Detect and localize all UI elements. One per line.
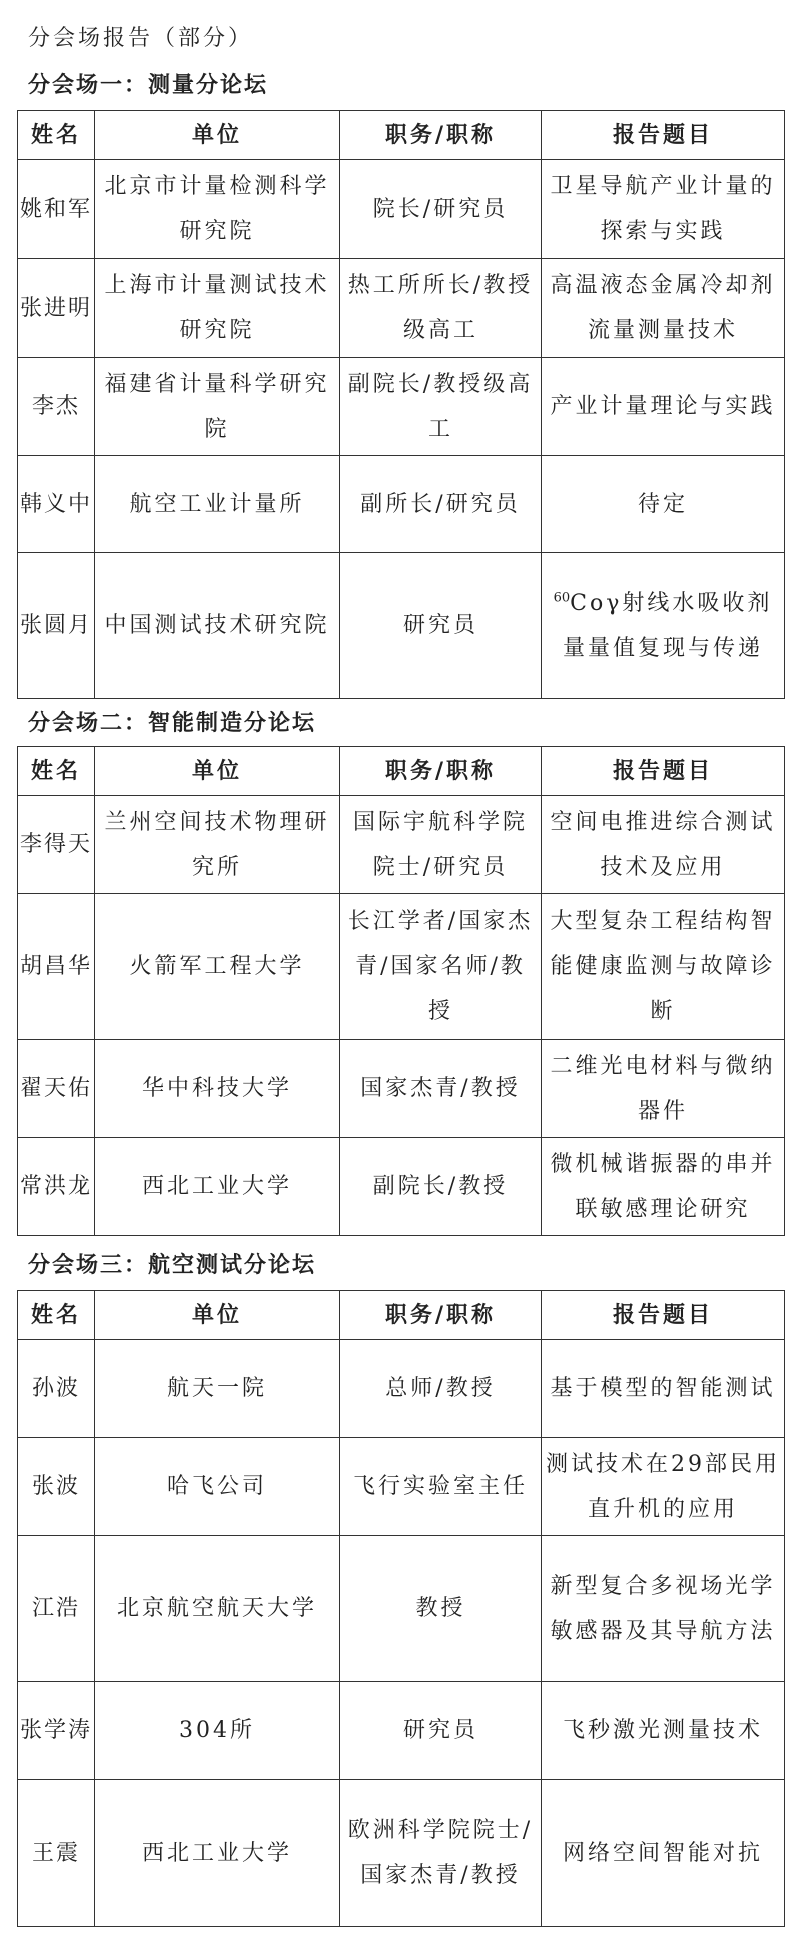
- cell-unit: 福建省计量科学研究院: [95, 358, 340, 456]
- cell-topic: 二维光电材料与微纳器件: [542, 1040, 785, 1138]
- table-row: [18, 160, 785, 259]
- cell-topic: 产业计量理论与实践: [542, 358, 785, 456]
- cell-position: 飞行实验室主任: [340, 1438, 542, 1536]
- header-topic: 报告题目: [542, 111, 785, 160]
- cell-name: 胡昌华: [18, 894, 95, 1040]
- cell-unit: 304所: [95, 1682, 340, 1780]
- cell-unit: 哈飞公司: [95, 1438, 340, 1536]
- cell-position: 副院长/教授级高工: [340, 358, 542, 456]
- header-topic: 报告题目: [542, 747, 785, 796]
- cell-topic: 基于模型的智能测试: [542, 1340, 785, 1438]
- cell-position: 欧洲科学院院士/国家杰青/教授: [340, 1780, 542, 1927]
- cell-position: 总师/教授: [340, 1340, 542, 1438]
- cell-topic: 网络空间智能对抗: [542, 1780, 785, 1927]
- cell-unit: 上海市计量测试技术研究院: [95, 259, 340, 358]
- section-title-aviation-testing: 分会场三：航空测试分论坛: [28, 1252, 317, 1278]
- cell-position: 国家杰青/教授: [340, 1040, 542, 1138]
- table-row: [18, 1040, 785, 1138]
- cell-name: 张波: [18, 1438, 95, 1536]
- cell-name: 李得天: [18, 796, 95, 894]
- cell-unit: 航空工业计量所: [95, 456, 340, 553]
- table-row: [18, 1780, 785, 1927]
- header-unit: 单位: [95, 111, 340, 160]
- cell-name: 韩义中: [18, 456, 95, 553]
- cell-position: 研究员: [340, 553, 542, 699]
- header-position: 职务/职称: [340, 111, 542, 160]
- cell-topic: 空间电推进综合测试技术及应用: [542, 796, 785, 894]
- header-name: 姓名: [18, 1291, 95, 1340]
- table-row: [18, 358, 785, 456]
- cell-topic: 新型复合多视场光学敏感器及其导航方法: [542, 1536, 785, 1682]
- header-unit: 单位: [95, 747, 340, 796]
- cell-topic: 高温液态金属冷却剂流量测量技术: [542, 259, 785, 358]
- cell-topic: 测试技术在29部民用直升机的应用: [542, 1438, 785, 1536]
- header-unit: 单位: [95, 1291, 340, 1340]
- cell-name: 李杰: [18, 358, 95, 456]
- cell-name: 孙波: [18, 1340, 95, 1438]
- header-position: 职务/职称: [340, 1291, 542, 1340]
- cell-unit: 北京市计量检测科学研究院: [95, 160, 340, 259]
- table-header-row: [18, 1291, 785, 1340]
- cell-unit: 兰州空间技术物理研究所: [95, 796, 340, 894]
- cell-topic: 大型复杂工程结构智能健康监测与故障诊断: [542, 894, 785, 1040]
- cell-position: 热工所所长/教授级高工: [340, 259, 542, 358]
- cell-unit: 北京航空航天大学: [95, 1536, 340, 1682]
- isotope-superscript: 60: [553, 590, 571, 606]
- table-smart-manufacturing-forum: [17, 746, 785, 1236]
- table-measurement-forum: [17, 110, 785, 699]
- cell-unit: 西北工业大学: [95, 1780, 340, 1927]
- cell-name: 王震: [18, 1780, 95, 1927]
- table-row: [18, 1340, 785, 1438]
- cell-unit: 航天一院: [95, 1340, 340, 1438]
- table-row: [18, 1138, 785, 1236]
- cell-unit: 西北工业大学: [95, 1138, 340, 1236]
- table-row: [18, 1438, 785, 1536]
- cell-topic: 卫星导航产业计量的探索与实践: [542, 160, 785, 259]
- section-title-measurement: 分会场一：测量分论坛: [28, 72, 269, 98]
- table-row: [18, 1682, 785, 1780]
- topic-text: Coγ射线水吸收剂量量值复现与传递: [562, 590, 773, 661]
- table-row: [18, 553, 785, 699]
- cell-position: 国际宇航科学院院士/研究员: [340, 796, 542, 894]
- header-position: 职务/职称: [340, 747, 542, 796]
- cell-position: 长江学者/国家杰青/国家名师/教授: [340, 894, 542, 1040]
- table-row: [18, 894, 785, 1040]
- table-row: [18, 1536, 785, 1682]
- header-topic: 报告题目: [542, 1291, 785, 1340]
- cell-unit: 火箭军工程大学: [95, 894, 340, 1040]
- table-aviation-testing-forum: [17, 1290, 785, 1927]
- table-header-row: [18, 747, 785, 796]
- cell-name: 姚和军: [18, 160, 95, 259]
- cell-position: 副所长/研究员: [340, 456, 542, 553]
- cell-name: 张进明: [18, 259, 95, 358]
- document-title: 分会场报告（部分）: [28, 26, 254, 51]
- header-name: 姓名: [18, 747, 95, 796]
- table-row: [18, 259, 785, 358]
- header-name: 姓名: [18, 111, 95, 160]
- table-header-row: [18, 111, 785, 160]
- cell-position: 院长/研究员: [340, 160, 542, 259]
- cell-position: 教授: [340, 1536, 542, 1682]
- table-row: [18, 456, 785, 553]
- section-title-smart-manufacturing: 分会场二：智能制造分论坛: [28, 710, 317, 736]
- cell-unit: 华中科技大学: [95, 1040, 340, 1138]
- cell-name: 翟天佑: [18, 1040, 95, 1138]
- cell-position: 副院长/教授: [340, 1138, 542, 1236]
- cell-name: 江浩: [18, 1536, 95, 1682]
- cell-unit: 中国测试技术研究院: [95, 553, 340, 699]
- table-row: [18, 796, 785, 894]
- cell-name: 张圆月: [18, 553, 95, 699]
- cell-name: 常洪龙: [18, 1138, 95, 1236]
- cell-topic: 飞秒激光测量技术: [542, 1682, 785, 1780]
- cell-topic: [542, 553, 785, 699]
- cell-topic: 待定: [542, 456, 785, 553]
- cell-name: 张学涛: [18, 1682, 95, 1780]
- cell-position: 研究员: [340, 1682, 542, 1780]
- cell-topic: 微机械谐振器的串并联敏感理论研究: [542, 1138, 785, 1236]
